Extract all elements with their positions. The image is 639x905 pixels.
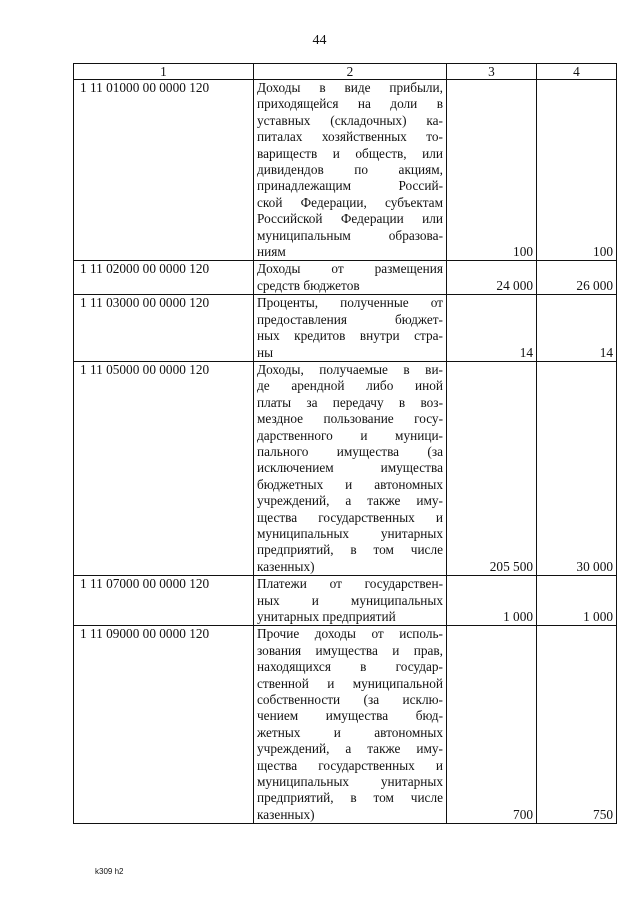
table-row [74, 361, 617, 575]
description-line: дарственного и муници- [257, 427, 443, 443]
amount-col3: 100 [447, 80, 537, 261]
revenue-description [254, 361, 447, 575]
budget-code: 1 11 03000 00 0000 120 [74, 295, 254, 362]
amount-col4: 26 000 [537, 261, 617, 295]
description-line: казенных) [257, 806, 315, 822]
amount-col4: 1 000 [537, 576, 617, 626]
budget-code: 1 11 02000 00 0000 120 [74, 261, 254, 295]
amount-col3: 24 000 [447, 261, 537, 295]
description-line: приходящейся на доли в [257, 96, 443, 112]
description-line: Доходы, получаемые в ви- [257, 361, 443, 377]
amount-col3: 1 000 [447, 576, 537, 626]
column-header-4: 4 [537, 64, 617, 80]
amount-col4: 750 [537, 626, 617, 824]
table-row [74, 626, 617, 824]
description-line: платы за передачу в воз- [257, 394, 443, 410]
revenue-description [254, 295, 447, 362]
description-line: предоставления бюджет- [257, 311, 443, 327]
description-line: бюджетных и автономных [257, 476, 443, 492]
revenue-description [254, 626, 447, 824]
description-line: ской Федерации, субъектам [257, 194, 443, 210]
description-line: Проценты, полученные от [257, 295, 443, 311]
amount-col4: 14 [537, 295, 617, 362]
revenue-description [254, 261, 447, 295]
amount-col3: 14 [447, 295, 537, 362]
description-line: вариществ и обществ, или [257, 145, 443, 161]
budget-code: 1 11 09000 00 0000 120 [74, 626, 254, 824]
description-line: исключением имущества [257, 460, 443, 476]
column-header-3: 3 [447, 64, 537, 80]
description-line: предприятий, в том числе [257, 542, 443, 558]
amount-col3: 700 [447, 626, 537, 824]
budget-code: 1 11 05000 00 0000 120 [74, 361, 254, 575]
description-line: мездное пользование госу- [257, 411, 443, 427]
footer-code: k309 h2 [95, 867, 124, 876]
description-line: ных кредитов внутри стра- [257, 328, 443, 344]
table-row [74, 295, 617, 362]
description-line: учреждений, а также иму- [257, 741, 443, 757]
revenue-description [254, 576, 447, 626]
page-number: 44 [312, 33, 327, 48]
description-line: предприятий, в том числе [257, 790, 443, 806]
description-line: муниципальных унитарных [257, 774, 443, 790]
description-line: чением имущества бюд- [257, 708, 443, 724]
description-line: Платежи от государствен- [257, 576, 443, 592]
description-line: средств бюджетов [257, 277, 360, 293]
description-line: унитарных предприятий [257, 609, 396, 624]
description-line: казенных) [257, 558, 315, 574]
description-line: учреждений, а также иму- [257, 493, 443, 509]
description-line: собственности (за исклю- [257, 692, 443, 708]
description-line: де арендной либо иной [257, 378, 443, 394]
description-line: муниципальным образова- [257, 227, 443, 243]
amount-col4: 30 000 [537, 361, 617, 575]
description-line: принадлежащим Россий- [257, 178, 443, 194]
description-line: Доходы в виде прибыли, [257, 80, 443, 95]
budget-code: 1 11 01000 00 0000 120 [74, 80, 254, 261]
description-line: Российской Федерации или [257, 211, 443, 227]
budget-code: 1 11 07000 00 0000 120 [74, 576, 254, 626]
description-line: дивидендов по акциям, [257, 162, 443, 178]
description-line: щества государственных и [257, 757, 443, 773]
description-line: питалах хозяйственных то- [257, 129, 443, 145]
table-row [74, 261, 617, 295]
description-line: находящихся в государ- [257, 659, 443, 675]
amount-col3: 205 500 [447, 361, 537, 575]
description-line: ны [257, 344, 274, 360]
table-row [74, 576, 617, 626]
table-header-row [74, 64, 617, 80]
description-line: муниципальных унитарных [257, 525, 443, 541]
budget-table [73, 63, 617, 824]
description-line: Прочие доходы от исполь- [257, 626, 443, 642]
description-line: щества государственных и [257, 509, 443, 525]
revenue-description [254, 80, 447, 261]
column-header-1: 1 [74, 64, 254, 80]
amount-col4: 100 [537, 80, 617, 261]
description-line: ственной и муниципальной [257, 675, 443, 691]
description-line: жетных и автономных [257, 724, 443, 740]
description-line: Доходы от размещения [257, 261, 443, 277]
description-line: пального имущества (за [257, 443, 443, 459]
description-line: зования имущества и прав, [257, 642, 443, 658]
table-row [74, 80, 617, 261]
column-header-2: 2 [254, 64, 447, 80]
description-line: уставных (складочных) ка- [257, 112, 443, 128]
description-line: ных и муниципальных [257, 592, 443, 608]
description-line: ниям [257, 244, 286, 260]
